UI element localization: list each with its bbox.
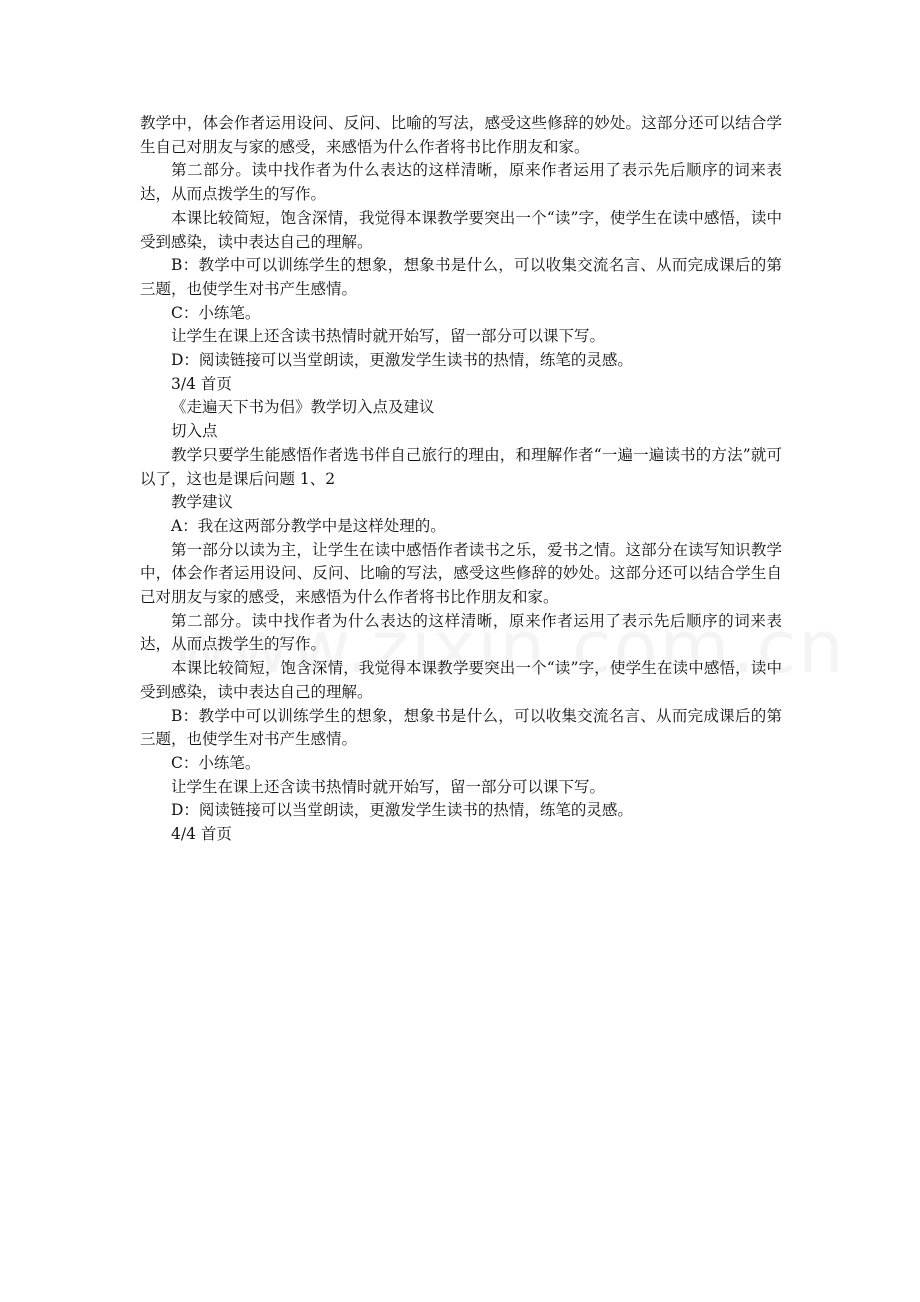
- paragraph-summary: 本课比较简短，饱含深情，我觉得本课教学要突出一个“读”字，使学生在读中感悟，读中受到感染，读中表达自己的理解。: [140, 659, 782, 701]
- section-title: 《走遍天下书为侣》教学切入点及建议: [171, 398, 435, 417]
- paragraph-continuation: 教学中，体会作者运用设问、反问、比喻的写法，感受这些修辞的妙处。这部分还可以结合学生自己对朋友与家的感受，来感悟为什么作者将书比作朋友和家。: [140, 114, 782, 156]
- paragraph-suggestion-d: D：阅读链接可以当堂朗读，更激发学生读书的热情，练笔的灵感。: [171, 801, 633, 820]
- paragraph-writing-note: 让学生在课上还含读书热情时就开始写，留一部分可以课下写。: [171, 327, 606, 346]
- paragraph-suggestion-b: B：教学中可以训练学生的想象，想象书是什么，可以收集交流名言、从而完成课后的第三题，也使学生对书产生感情。: [140, 706, 782, 749]
- paragraph-suggestion-a: A：我在这两部分教学中是这样处理的。: [171, 516, 446, 535]
- paragraph-part-two: 第二部分。读中找作者为什么表达的这样清晰，原来作者运用了表示先后顺序的词来表达，从而点拨学生的写作。: [140, 611, 782, 654]
- paragraph-entry-point: 教学只要学生能感悟作者选书伴自己旅行的理由，和理解作者“一遍一遍读书的方法”就可以了，这也是课后问题 1、2: [140, 445, 782, 488]
- document-body: [140, 112, 782, 847]
- paragraph-suggestion-d: D：阅读链接可以当堂朗读，更激发学生读书的热情，练笔的灵感。: [171, 351, 633, 370]
- paragraph-part-two: 第二部分。读中找作者为什么表达的这样清晰，原来作者运用了表示先后顺序的词来表达，从而点拨学生的写作。: [140, 161, 782, 204]
- page-indicator: 3/4 首页: [171, 374, 232, 393]
- paragraph-suggestion-b: B：教学中可以训练学生的想象，想象书是什么，可以收集交流名言、从而完成课后的第三题，也使学生对书产生感情。: [140, 256, 782, 298]
- paragraph-suggestion-c: C：小练笔。: [171, 753, 261, 772]
- paragraph-writing-note: 让学生在课上还含读书热情时就开始写，留一部分可以课下写。: [171, 777, 606, 796]
- heading-entry-point: 切入点: [171, 422, 218, 441]
- page-indicator: 4/4 首页: [171, 825, 232, 844]
- paragraph-part-one: 第一部分以读为主，让学生在读中感悟作者读书之乐，爱书之情。这部分在读写知识教学中，体会作者运用设问、反问、比喻的写法，感受这些修辞的妙处。这部分还可以结合学生自己对朋友与家的感受，来感悟为什么作者将书比作朋友和家。: [140, 540, 782, 607]
- heading-teaching-suggestions: 教学建议: [171, 493, 234, 512]
- paragraph-summary: 本课比较简短，饱含深情，我觉得本课教学要突出一个“读”字，使学生在读中感悟，读中受到感染，读中表达自己的理解。: [140, 208, 782, 251]
- paragraph-suggestion-c: C：小练笔。: [171, 303, 261, 322]
